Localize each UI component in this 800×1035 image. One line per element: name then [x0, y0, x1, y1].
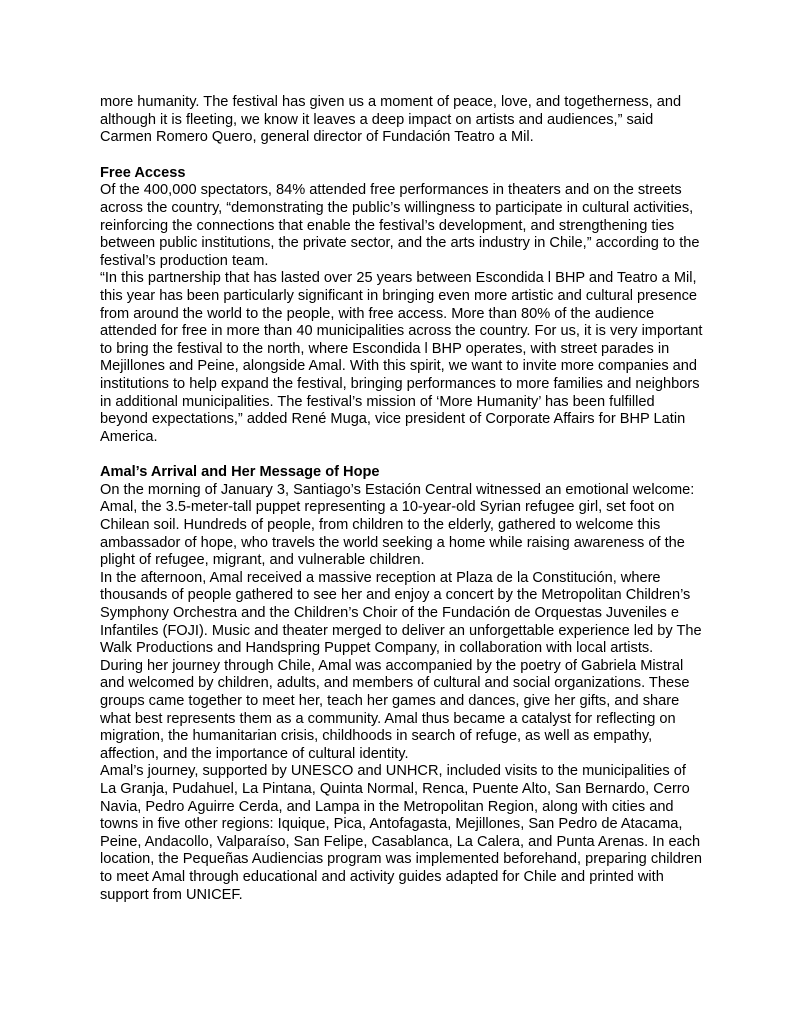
- document-page: [100, 94, 704, 904]
- free-access-heading: Free Access: [100, 164, 186, 181]
- section-spacer: [100, 147, 704, 165]
- amal-paragraph-3: During her journey through Chile, Amal was accompanied by the poetry of Gabriela Mistral and welcomed by children, adults, and members of cultural and social organizations. These groups came together to meet her, teach her games and dances, give her gifts, and share what best represents them as a community. Amal thus became a catalyst for reflecting on migration, the humanitarian crisis, childhoods in search of refuge, as well as empathy, affection, and the importance of cultural identity.: [100, 657, 690, 762]
- amal-paragraph-1: On the morning of January 3, Santiago’s Estación Central witnessed an emotional welcome: Amal, the 3.5-meter-tall puppet representing a 10-year-old Syrian refugee girl, set foot on Chilean soil. Hundreds of people, from children to the elderly, gathered to welcome this ambassador of hope, who travels the world seeking a home while raising awareness of the plight of refugee, migrant, and vulnerable children.: [100, 481, 695, 569]
- free-access-paragraph-2: “In this partnership that has lasted over 25 years between Escondida l BHP and Teatro a Mil, this year has been particularly significant in bringing even more artistic and cultural presence from around the world to the people, with free access. More than 80% of the audience attended for free in more than 40 municipalities across the country. For us, it is very important to bring the festival to the north, where Escondida l BHP operates, with street parades in Mejillones and Peine, alongside Amal. With this spirit, we want to invite more companies and institutions to help expand the festival, bringing performances to more families and neighbors in additional municipalities. The festival’s mission of ‘More Humanity’ has been fulfilled beyond expectations,” added René Muga, vice president of Corporate Affairs for BHP Latin America.: [100, 270, 703, 445]
- free-access-paragraph-1: Of the 400,000 spectators, 84% attended free performances in theaters and on the streets across the country, “demonstrating the public’s willingness to participate in cultural activities, reinforcing the connections that enable the festival’s development, and strengthening ties between public institutions, the private sector, and the arts industry in Chile,” according to the festival’s production team.: [100, 182, 700, 269]
- amal-paragraph-4: Amal’s journey, supported by UNESCO and UNHCR, included visits to the municipalities of La Granja, Pudahuel, La Pintana, Quinta Normal, Renca, Puente Alto, San Bernardo, Cerro Navia, Pedro Aguirre Cerda, and Lampa in the Metropolitan Region, along with cities and towns in five other regions: Iquique, Pica, Antofagasta, Mejillones, San Pedro de Atacama, Peine, Andacollo, Valparaíso, San Felipe, Casablanca, La Calera, and Punta Arenas. In each location, the Pequeñas Audiencias program was implemented beforehand, preparing children to meet Amal through educational and activity guides adapted for Chile and printed with support from UNICEF.: [100, 763, 702, 903]
- amal-paragraph-2: In the afternoon, Amal received a massive reception at Plaza de la Constitución, where thousands of people gathered to see her and enjoy a concert by the Metropolitan Children’s Symphony Orchestra and the Children’s Choir of the Fundación de Orquestas Juveniles e Infantiles (FOJI). Music and theater merged to deliver an unforgettable experience led by The Walk Productions and Handspring Puppet Company, in collaboration with local artists.: [100, 569, 702, 657]
- section-spacer: [100, 446, 704, 464]
- intro-paragraph: more humanity. The festival has given us a moment of peace, love, and togetherness, and although it is fleeting, we know it leaves a deep impact on artists and audiences,” said Carmen Romero Quero, general director of Fundación Teatro a Mil.: [100, 94, 682, 146]
- amal-heading: Amal’s Arrival and Her Message of Hope: [100, 464, 380, 481]
